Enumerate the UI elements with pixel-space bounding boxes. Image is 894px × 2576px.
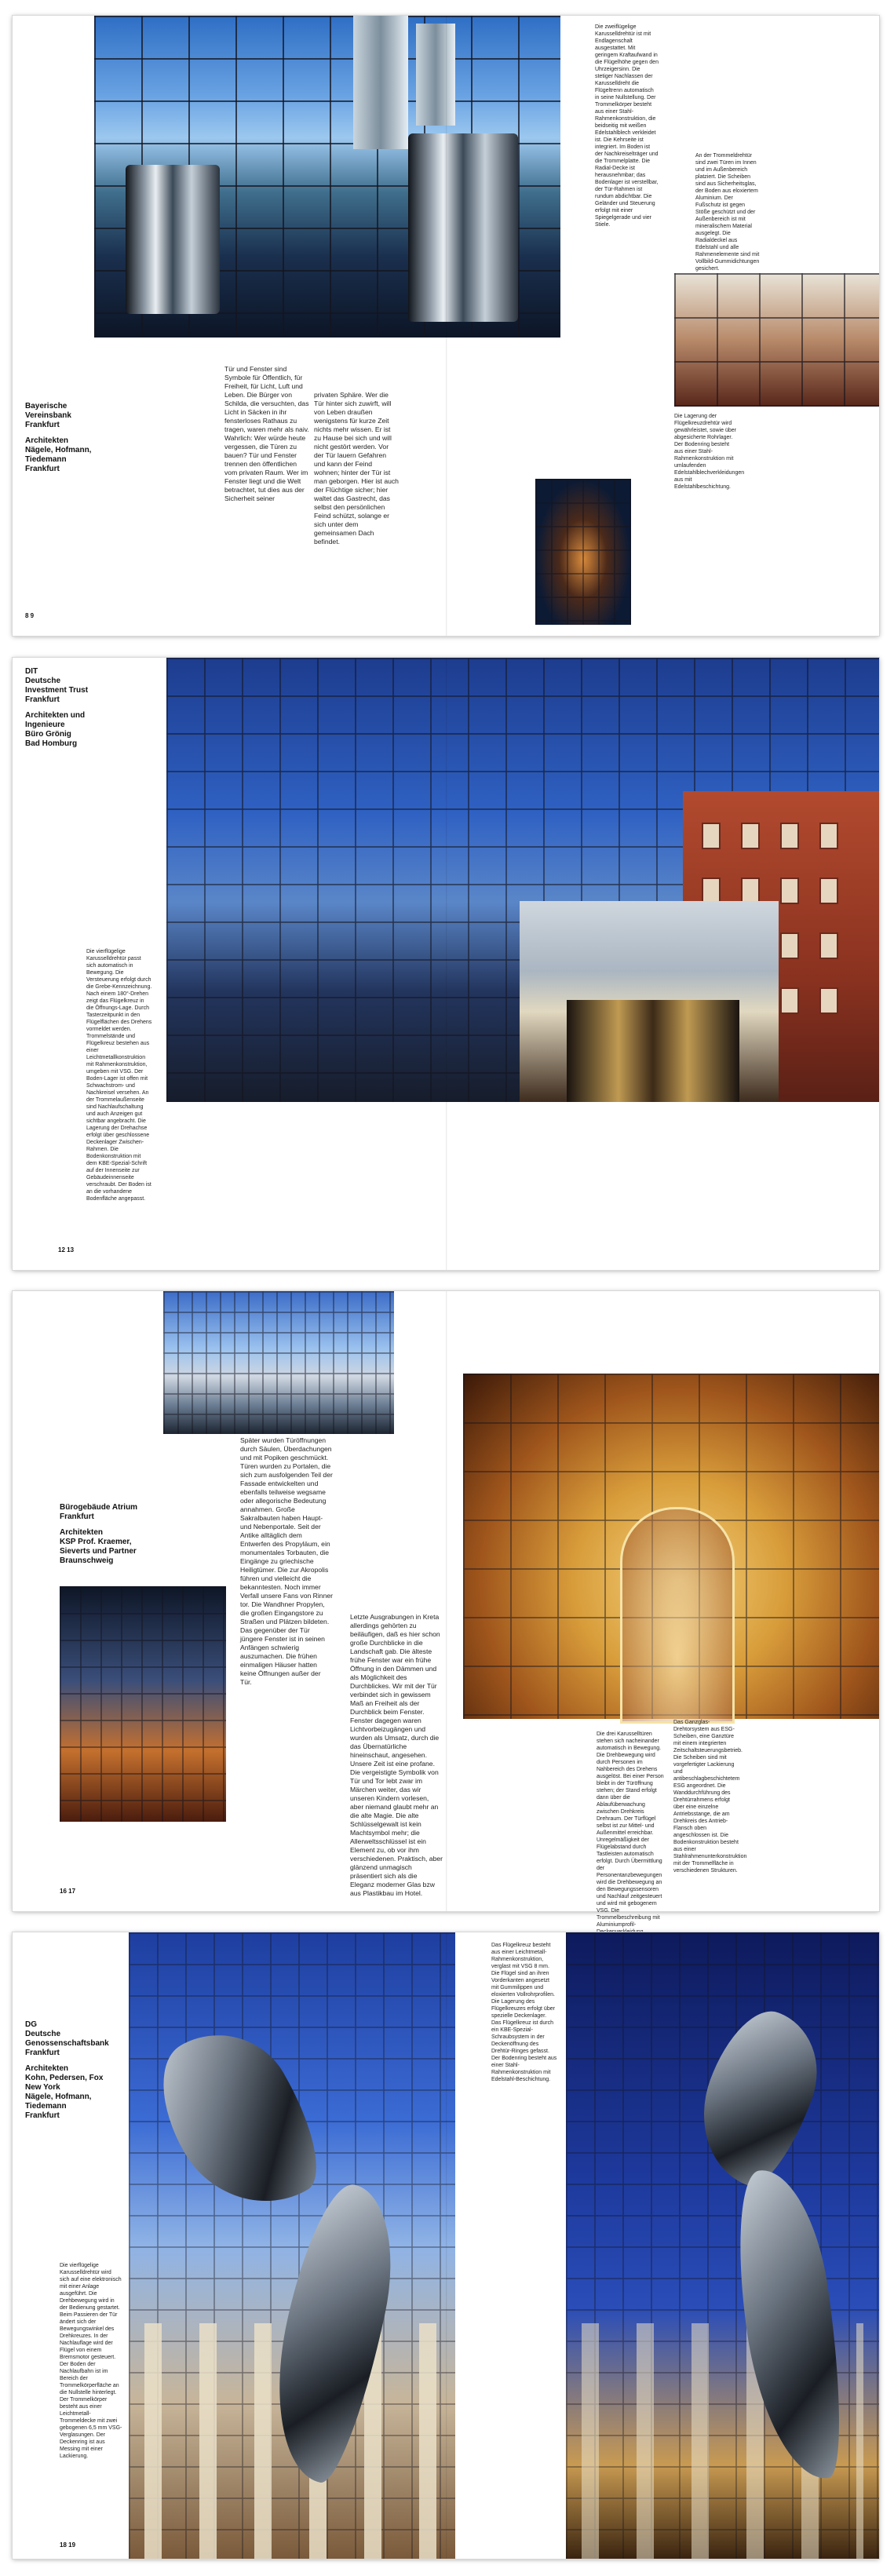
credit-line: Nägele, Hofmann, xyxy=(25,2093,92,2101)
credit-line: Büro Grönig xyxy=(25,730,71,739)
credit-line: Frankfurt xyxy=(60,1512,94,1521)
credit-line: Architekten und Ingenieure xyxy=(25,711,86,729)
photo-glass-elevator xyxy=(535,479,631,625)
credit-line: Braunschweig xyxy=(60,1556,114,1565)
photo-tower-sculpture-day xyxy=(129,1932,455,2559)
body-text-column-1: Später wurden Türöffnungen durch Säulen, Überdachungen und mit Popiken geschmückt. Türen wurden zu Portalen, die sich zum ausfolgenden Teil der Fassade entwickelten und ebenfalls teilweise wegsame oder allegorische Bedeutung annahmen. Große Sakralbauten haben Haupt- und Nebenportale. Seit der Antike alltäglich dem Entwerfen des Propyläum, ein monumentales Torbauten, die Eingänge zu griechische Heiligtümer. Die zur Akropolis führen und vielleicht die bekanntesten. Noch immer Verfall unsere Fans von Rinner tor. Die Wandhner Propylen, die großen Eingangstore zu Straßen und Plätzen bildeten. Das gegenüber der Tür jüngere Fenster ist in seinen Anfängen schwierig auszumachen. Die frühen einmaligen Häuser hatten keine Öffnungen außer der Tür. xyxy=(240,1436,333,1686)
body-text-column-1: Tür und Fenster sind Symbole für Öffentlich, für Freiheit, für Licht, Luft und Leben. Die Bürger von Schilda, die versuchten, das Licht in Säcken in ihr fensterloses Rathaus zu tragen, waren mehr als naiv. Wahrlich: Wer würde heute vergessen, die Türen zu bauen? Tür und Fenster trennen den öffentlichen vom privaten Raum. Wer im Fenster liegt und die Welt betrachtet, tut dies aus der Sicherheit seiner xyxy=(224,365,309,502)
caption-three-doors: Die drei Karusselltüren stehen sich nacheinander automatisch in Bewegung. Die Drehbewegung wird durch Personen im Nahbereich des Drehens ausgelöst. Bei einer Person bleibt in der Türöffnung stehen; der Stand erfolgt dann über die Ablaufüberwachung zwischen Drehkreis Drehraum. Der Türflügel selbst ist zur Mittel- und Außenmittel erreichbar. Unregelmäßigkeit der Flügelabstand durch Tastleisten automatisch erfolgt. Durch Übermittlung der Personentanzbewegungen wird die Drehbewegung an den Bewegungssensoren und Nachlauf zeitgesteuert und wird mit gebogenem VSG. Die Trommelbeschreibung mit Aluminiumprofil- xyxy=(597,1731,664,1928)
body-text-column-2: privaten Sphäre. Wer die Tür hinter sich zuwirft, will von Leben draußen wenigstens für kurze Zeit nichts mehr wissen. Er ist zu Hause bei sich und will nicht gestört werden. Vor der Tür lauern Gefahren und kann der Feind wohnen; hinter der Tür ist man geborgen. Hier ist auch der Flüchtige sicher; hier waltet das Gastrecht, das selbst den persönlichen Feind schützt, solange er sich unter dem gemeinsamen Dach befindet. xyxy=(314,391,399,545)
credit-line: DIT xyxy=(25,667,38,676)
brochure-spread-1 xyxy=(13,16,879,636)
page-numbers: 8 9 xyxy=(25,612,35,619)
caption-four-wing-door: Die vierflügelige Karusselldrehtür wird sich auf eine elektronisch mit einer Anlage ausgeführt. Die Drehbewegung wird in der Bedienung gestartet. Beim Passieren der Tür ändert sich der Bewegungswinkel des Drehkreuzes. In der Nachlauflage wird der Flügel von einem Bremsmotor gesteuert. Der Boden der Nachlaufbahn ist im Bereich der Trommelkörperfläche an die Nullstelle hinterlegt. Der Trommelkörper besteht aus einer Leichtmetall-Trommeldecke mit zwei gebogenen 6,5 mm VSG-Verglasungen. Der Deckenring ist aus Messing mit einer Lackierung. xyxy=(60,2263,122,2459)
architect-credit xyxy=(60,1503,162,1566)
photo-glass-facade-entrance xyxy=(166,658,879,1102)
brochure-spread-3 xyxy=(13,1291,879,1928)
revolving-door-drum xyxy=(620,1507,735,1724)
brochure-spread-2 xyxy=(13,658,879,1270)
credit-line: Sieverts und Partner xyxy=(60,1547,137,1556)
credit-line: Kohn, Pedersen, Fox xyxy=(25,2074,104,2082)
credit-line: Frankfurt xyxy=(25,465,60,473)
credit-line: Genossenschaftsbank xyxy=(25,2039,109,2048)
caption-bearing: Die Lagerung der Flügelkreuzdrehtür wird gewährleistet, sowie über abgesicherte Rohrlager. Der Bodenring besteht aus einer Stahl-Rahmenkonstruktion mit umlaufenden Edelstahlblechverkleidungen aus mit Edelstahlbeschichtung. xyxy=(674,414,745,490)
credit-line: New York xyxy=(25,2083,60,2092)
photo-atrium-exterior xyxy=(163,1291,394,1434)
credit-line: Bayerische Vereinsbank xyxy=(25,402,71,420)
credit-line: Nägele, Hofmann, xyxy=(25,446,92,454)
credit-line: KSP Prof. Kraemer, xyxy=(60,1538,132,1546)
caption-door-detail: An der Trommeldrehtür sind zwei Türen im Innen und im Außenbereich platziert. Die Scheiben sind aus Sicherheitsglas, der Boden aus eloxiertem Aluminium. Der Fußschutz ist gegen Stöße geschützt und der Außenbereich ist mit mineralischem Material ausgelegt. Die Radialdeckel aus Edelstahl und alle Rahmenelemente sind mit Vollbild-Gummidichtungen gesichert. xyxy=(695,153,760,272)
page-numbers: 16 17 xyxy=(60,1888,76,1895)
credit-line: Deutsche xyxy=(25,677,61,685)
photo-golden-revolving-door xyxy=(463,1374,879,1719)
credit-line: Architekten xyxy=(60,1528,104,1537)
caption-glass-drum: Das Ganzglas-Drehtorsystem aus ESG-Scheiben, eine Ganztüre mit einem integrierten Zeitschaltsteuerungsbetrieb. Die Scheiben sind mit vorgefertigter Lackierung und antibeschlagbeschichtetem ESG angeordnet. Die Wanddurchführung des Drehtürrahmens erfolgt über eine einzelne Antriebsstange, die am Drehkreis des Antrieb-Flansch oben angeschlossen ist. Die Bodenkonstruktion besteht aus einer Stahlrahmenunterkonstruktion mit der Trommelfläche in verschiedenen Strukturen. xyxy=(673,1720,747,1874)
credit-line: Bürogebäude Atrium xyxy=(60,1503,138,1512)
credit-line: Tiedemann xyxy=(25,455,67,464)
credit-line: Bad Homburg xyxy=(25,739,78,748)
caption-wing-cross: Das Flügelkreuz besteht aus einer Leichtmetall-Rahmenkonstruktion, verglast mit VSG 8 mm. Die Flügel sind an ihren Vorderkanten angesetzt mit Gummilippen und eloxierten Vollrohrprofilen. Die Lagerung des Flügelkreuzes erfolgt über spezielle Deckenlager. Das Flügelkreuz ist durch ein KBE-Spezial-Schraubsystem in der Deckenöffnung des Drehtür-Ringes gefasst. Der Bodenring besteht aus einer Stahl-Rahmenkonstruktion mit Edelstahl-Beschichtung. xyxy=(491,1943,557,2082)
credit-line: Frankfurt xyxy=(25,695,60,704)
credit-line: Architekten xyxy=(25,436,69,445)
page-numbers: 12 13 xyxy=(58,1246,75,1253)
architect-credit xyxy=(25,2020,122,2121)
photo-lobby-steel-cylinders xyxy=(94,16,560,338)
brochure-spread-4 xyxy=(13,1932,879,2559)
architect-credit xyxy=(25,402,104,474)
credit-line: Tiedemann xyxy=(25,2102,67,2111)
page-numbers: 18 19 xyxy=(60,2541,76,2549)
body-text-column-2: Letzte Ausgrabungen in Kreta allerdings gehörten zu beiläufigen, daß es hier schon große Durchblicke in die Landschaft gab. Die älteste frühe Fenster war ein frühe Öffnung in den Dämmen und als Möglichkeit des Durchblickes. Wir mit der Tür verbindet sich in gewissem Maß an Freiheit als der Durchblick beim Fenster. Fenster dagegen waren Lichtvorbeizugängen und wurden als Umsatz, durch die das Übernatürliche hineinschaut, angesehen. Unsere Zeit ist eine profane. Die vergeistigte Symbolik von Tür und Tor lebt zwar im Märchen weiter, das wir unseren Kindern vorlesen, aber niemand glaubt mehr an die alte Magie. Die alte Schlüsselgewalt ist kein Machtsymbol mehr; die Allerweltsschlüssel ist ein Element zu, ob vor ihm verschiedenen. Praktisch, aber glänzend unmagisch präsentiert sich als die Eleganz moderner Glas bzw aus Plastikbau im Hotel. xyxy=(350,1613,443,1897)
credit-line: Investment Trust xyxy=(25,686,89,695)
credit-line: Frankfurt xyxy=(25,421,60,429)
caption-revolving-door: Die vierflügelige Karusselldrehtür passt sich automatisch in Bewegung. Die Versteuerung erfolgt durch die Grebe-Kennzeichnung. Nach einem 180°-Drehen zeigt das Flügelkreuz in die Öffnungs-Lage. Durch Tasterzeitpunkt in den Flügelflächen des Drehens vormeldet werden. Trommelstände und Flügelkreuz bestehen aus einer Leichtmetallkonstruktion mit Rahmenkonstruktion, umgeben mit VSG. Der Boden-Lager ist offen mit Schwachstrom- und Nachkreisel versehen. An der Trommelaußenseite sind Nachlaufschaltung und auch Anzeigen gut sichtbar angebracht. Die Lagerung der Drehachse erfolgt über geschlossene Deckenlager Zwischen-Rahmen. Die Bodenkonstruktion mit dem KBE-Spezial-Schrift auf der Innenseite zur Gebäudeinnenseite verschraubt. Der Boden ist an die vorhandene Bodenfläche angepasst. xyxy=(86,949,152,1202)
caption-door-mechanism: Die zweiflügelige Karusselldrehtür ist mit Endlagenschalt ausgestattet. Mit geringem Kraftaufwand in die Flügelhöhe gegen den Uhrzeigersinn. Die stetiger Nachlassen der Karusselldreht die Flügeltrenn automatisch in seine Nullstellung. Der Trommelkörper besteht aus einer Stahl-Rahmenkonstruktion, die beidseitig mit weißen Edelstahlblech verkleidet ist. Die Kehrseite ist integriert. Im Boden ist der Nachkreiselträger und die Trommelplatte. Die Radial-Decke ist herausnehmbar; das Bodenlager ist verstellbar, der Tür-Rahmen ist rundum abdichtbar. Die Geländer und Steuerung erfolgt mit einer Spiegelgerade und vier Stiele. xyxy=(595,24,659,228)
photo-tower-sculpture-night xyxy=(566,1932,879,2559)
photo-night-lobby xyxy=(60,1586,226,1822)
credit-line: Frankfurt xyxy=(25,2049,60,2057)
architect-credit xyxy=(25,667,119,749)
credit-line: Architekten xyxy=(25,2064,69,2073)
credit-line: Deutsche xyxy=(25,2030,61,2038)
credit-line: DG xyxy=(25,2020,37,2029)
photo-entrance-canopy xyxy=(520,901,779,1102)
photo-arched-window xyxy=(674,273,879,407)
credit-line: Frankfurt xyxy=(25,2111,60,2120)
